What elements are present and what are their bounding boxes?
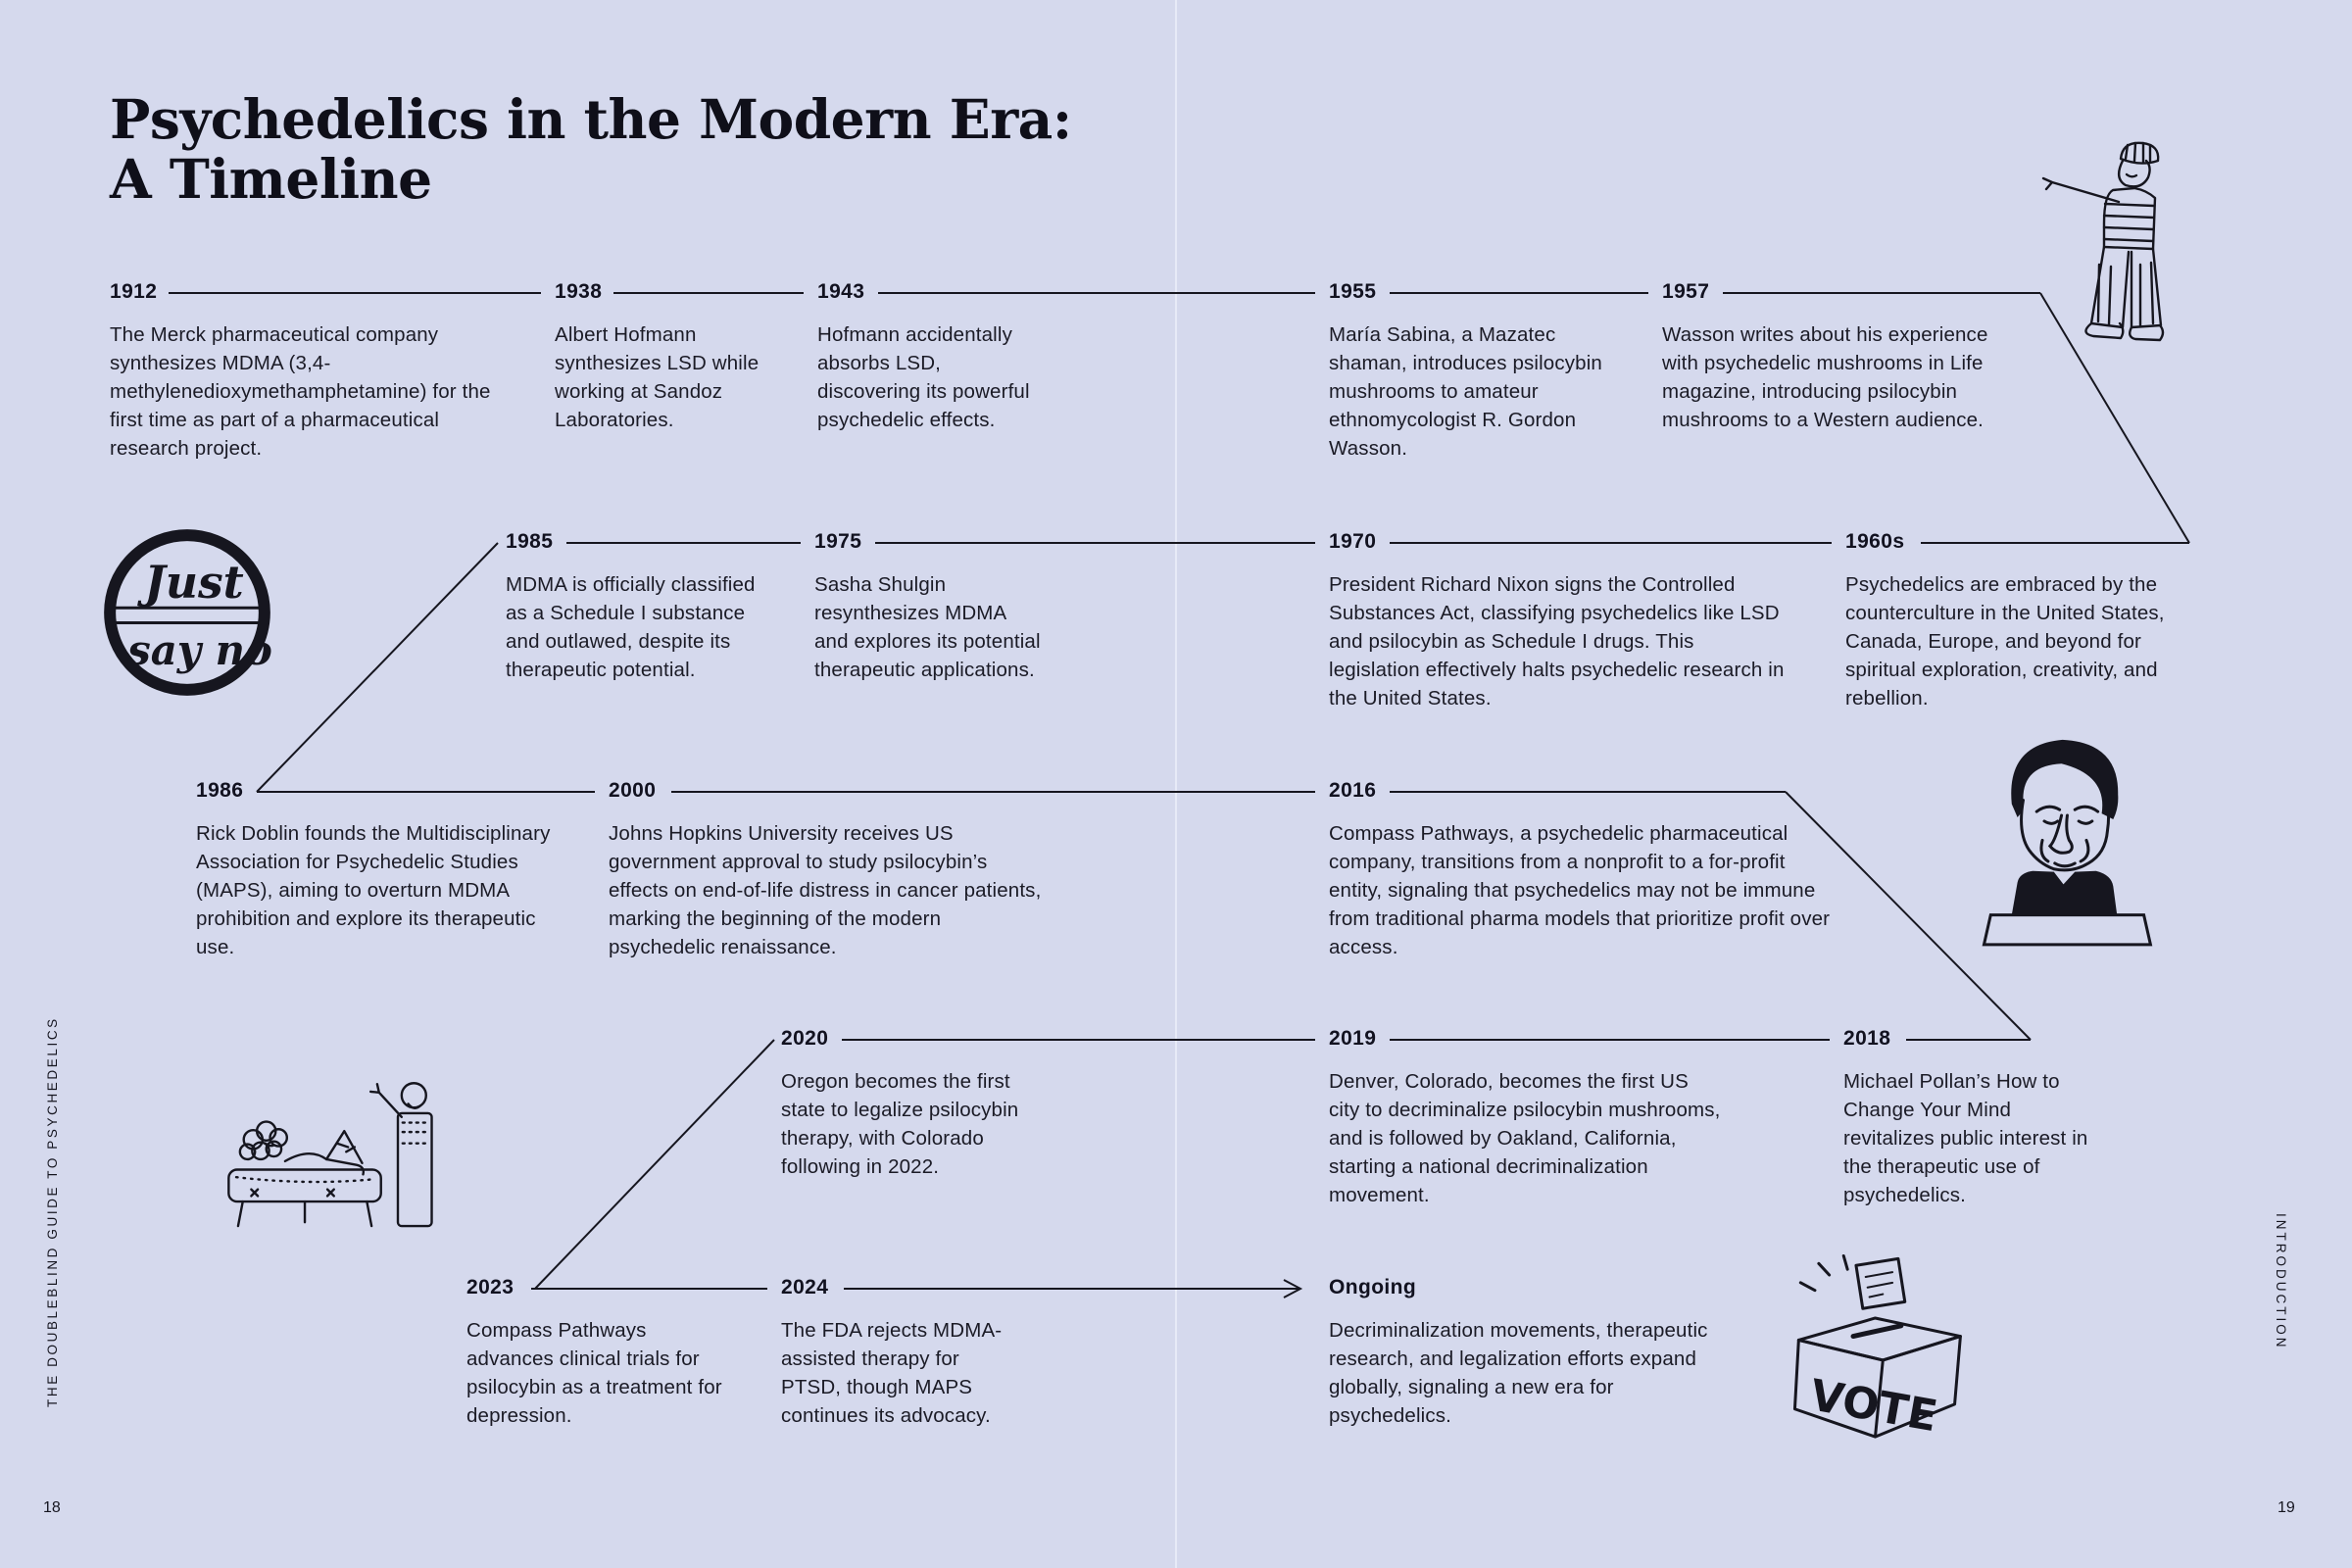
timeline-entry-ongoing [1329, 1276, 1721, 1430]
vote-ballot-box-illustration [1772, 1247, 1978, 1470]
timeline-entry-1912 [110, 280, 512, 464]
timeline-entry-2023 [466, 1276, 729, 1430]
pointing-person-illustration [2036, 133, 2198, 357]
timeline-entry-2019 [1329, 1027, 1721, 1210]
year-label: 1970 [1329, 530, 1377, 553]
timeline-entry-1986 [196, 779, 554, 962]
entry-text: Wasson writes about his experience with psychedelic mushrooms in Life magazine, introducing psilocybin mushrooms to a Western audience. [1662, 323, 1988, 432]
timeline-entry-2018 [1843, 1027, 2093, 1210]
timeline-entry-1938 [555, 280, 765, 434]
year-label: 2016 [1329, 779, 1377, 802]
timeline-entry-1985 [506, 530, 770, 684]
timeline-entry-1943 [817, 280, 1048, 434]
arrow-head [1284, 1280, 1300, 1298]
page-number-left: 18 [43, 1499, 61, 1516]
entry-text: Psychedelics are embraced by the counterculture in the United States, Canada, Europe, and beyond for spiritual exploration, creativity, and rebellion. [1845, 573, 2165, 710]
timeline-entry-2016 [1329, 779, 1838, 962]
year-label: 2018 [1843, 1027, 1891, 1050]
entry-text: Oregon becomes the first state to legalize psilocybin therapy, with Colorado following in 2022. [781, 1070, 1019, 1179]
year-label: 1957 [1662, 280, 1710, 303]
right-margin-text: INTRODUCTION [2274, 1213, 2288, 1350]
year-label: 1943 [817, 280, 865, 303]
entry-text: Compass Pathways, a psychedelic pharmaceutical company, transitions from a nonprofit to a for-profit entity, signaling that psychedelics may not be immune from traditional pharma models that prioritize profit over access. [1329, 822, 1831, 959]
entry-text: Sasha Shulgin resynthesizes MDMA and explores its potential therapeutic applications. [814, 573, 1041, 682]
vote-label: VOTE [1806, 1370, 1941, 1443]
page-title [110, 87, 1072, 211]
year-label: 2020 [781, 1027, 829, 1050]
timeline-entry-1955 [1329, 280, 1608, 464]
timeline-entry-2000 [609, 779, 1050, 962]
entry-text: Denver, Colorado, becomes the first US city to decriminalize psilocybin mushrooms, and is followed by Oakland, California, starting a national decriminalization movement. [1329, 1070, 1721, 1207]
entry-text: Albert Hofmann synthesizes LSD while working at Sandoz Laboratories. [555, 323, 760, 432]
entry-text: Decriminalization movements, therapeutic research, and legalization efforts expand globally, signaling a new era for psychedelics. [1329, 1319, 1708, 1428]
left-margin-text: THE DOUBLEBLIND GUIDE TO PSYCHEDELICS [45, 1016, 60, 1407]
timeline-entry-2020 [781, 1027, 1038, 1181]
year-label: 1912 [110, 280, 158, 303]
timeline-entry-1960s [1845, 530, 2213, 713]
entry-text: The Merck pharmaceutical company synthesizes MDMA (3,4-methylenedioxymethamphetamine) for the first time as part of a pharmaceutical research project. [110, 323, 491, 461]
entry-text: The FDA rejects MDMA-assisted therapy for PTSD, though MAPS continues its advocacy. [781, 1319, 1003, 1428]
entry-text: Johns Hopkins University receives US government approval to study psilocybin’s effects on end-of-life distress in cancer patients, marking the beginning of the modern psychedelic renaissance. [609, 822, 1042, 959]
year-label: 1975 [814, 530, 862, 553]
page-number-right: 19 [2278, 1499, 2295, 1516]
entry-text: Hofmann accidentally absorbs LSD, discovering its powerful psychedelic effects. [817, 323, 1030, 432]
entry-text: Michael Pollan’s How to Change Your Mind revitalizes public interest in the therapeutic use of psychedelics. [1843, 1070, 2088, 1207]
timeline-entry-2024 [781, 1276, 1024, 1430]
timeline-entry-1970 [1329, 530, 1785, 713]
year-label: 2024 [781, 1276, 829, 1298]
entry-text: Compass Pathways advances clinical trials for psilocybin as a treatment for depression. [466, 1319, 722, 1428]
nixon-caricature-illustration [1962, 725, 2168, 951]
year-label: 1955 [1329, 280, 1377, 303]
page-gutter [1175, 0, 1177, 1568]
year-label: 2023 [466, 1276, 514, 1298]
year-label: 2000 [609, 779, 657, 802]
entry-text: Rick Doblin founds the Multidisciplinary Association for Psychedelic Studies (MAPS), aiming to overturn MDMA prohibition and explore its therapeutic use. [196, 822, 551, 959]
year-label: 2019 [1329, 1027, 1377, 1050]
entry-text: President Richard Nixon signs the Controlled Substances Act, classifying psychedelics like LSD and psilocybin as Schedule I drugs. This legislation effectively halts psychedelic research in the United States. [1329, 573, 1785, 710]
year-label: Ongoing [1329, 1276, 1417, 1298]
entry-text: María Sabina, a Mazatec shaman, introduces psilocybin mushrooms to amateur ethnomycologist R. Gordon Wasson. [1329, 323, 1602, 461]
year-label: 1960s [1845, 530, 1905, 553]
year-label: 1986 [196, 779, 244, 802]
year-label: 1938 [555, 280, 603, 303]
badge-text-line2: say no [127, 626, 272, 675]
therapy-couch-illustration [214, 1025, 444, 1268]
entry-text: MDMA is officially classified as a Schedule I substance and outlawed, despite its therapeutic potential. [506, 573, 756, 682]
just-say-no-badge [94, 519, 280, 706]
year-label: 1985 [506, 530, 554, 553]
timeline-entry-1975 [814, 530, 1045, 684]
title-line-2: A Timeline [110, 146, 432, 211]
timeline-entry-1957 [1662, 280, 2025, 434]
title-line-1: Psychedelics in the Modern Era: [110, 87, 1072, 151]
badge-text-line1: Just [144, 555, 244, 609]
